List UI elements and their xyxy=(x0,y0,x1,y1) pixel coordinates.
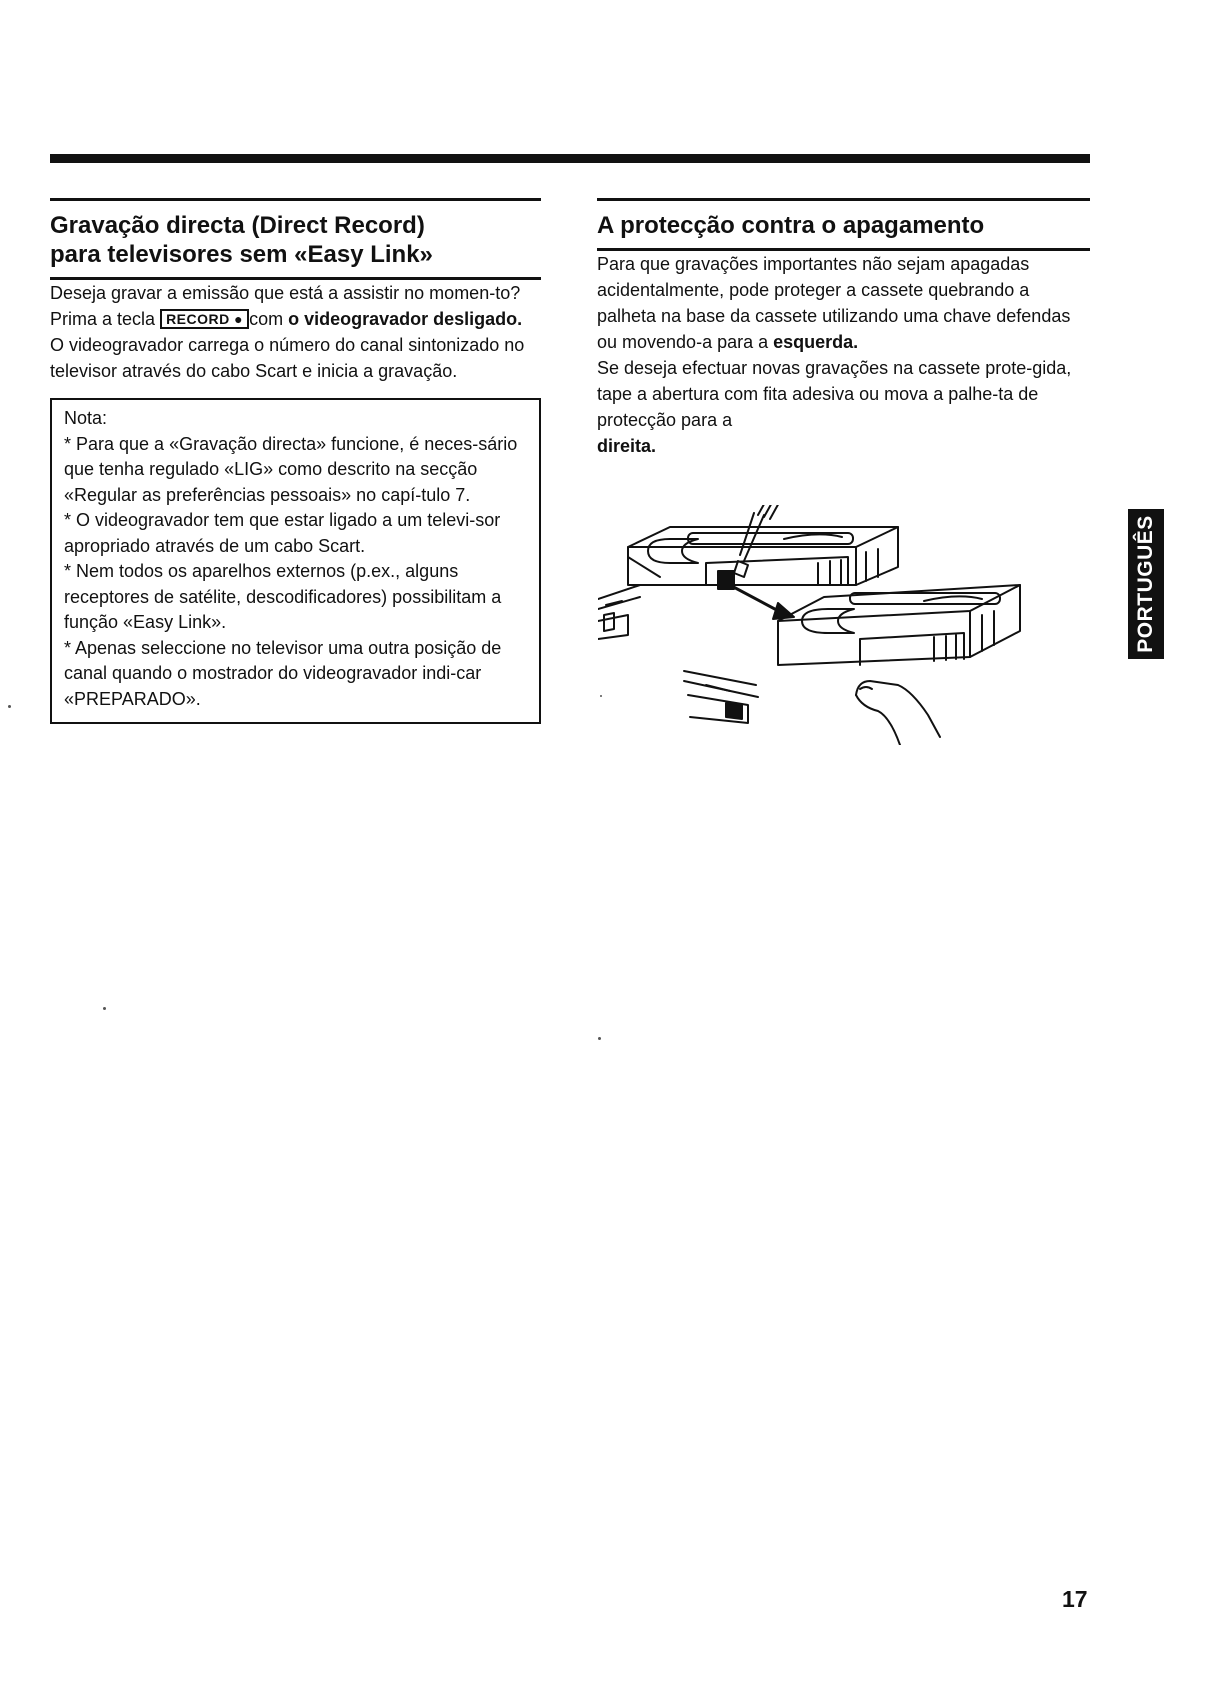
language-tab xyxy=(1128,509,1164,659)
intro-with-text: com xyxy=(249,309,284,329)
vcr-slot-left-icon xyxy=(598,585,640,639)
note-heading: Nota: xyxy=(64,408,108,428)
section-title-direct-record xyxy=(50,211,541,269)
top-rule xyxy=(50,154,1090,163)
lower-cassette-icon xyxy=(778,585,1020,665)
intro-bold-text: o videogravador desligado. xyxy=(288,309,523,329)
title-line-2: para televisores sem «Easy Link» xyxy=(50,241,433,268)
scan-speck xyxy=(103,1007,106,1010)
unprotect-text: Se deseja efectuar novas gravações na cassete prote-gida, tape a abertura com fita adesiva ou mova a palhe-ta de protecção para a xyxy=(597,358,1072,430)
vcr-slot-right-icon xyxy=(684,671,758,723)
note-item-4: * Apenas seleccione no televisor uma outra posição de canal quando o mostrador do videogravador indi-car «PREPARADO». xyxy=(64,637,502,709)
left-column xyxy=(50,198,541,724)
cassette-tab-illustration xyxy=(598,505,1078,745)
unprotect-bold-text: direita. xyxy=(597,436,657,456)
scan-speck xyxy=(598,1037,601,1040)
section-header-direct-record xyxy=(50,198,541,280)
paragraph-intro xyxy=(50,280,541,332)
paragraph-protect xyxy=(597,251,1090,355)
section-title-erase-protection: A protecção contra o apagamento xyxy=(597,212,985,239)
note-box xyxy=(50,398,541,724)
right-column xyxy=(597,198,1090,459)
language-tab-label: PORTUGUÊS xyxy=(1134,515,1157,653)
protect-text: Para que gravações importantes não sejam apagadas acidentalmente, pode proteger a cassete quebrando a palheta na base da cassete utilizando uma chave defendas ou movendo-a para a xyxy=(597,254,1071,352)
scan-speck xyxy=(600,695,602,697)
protect-bold-text: esquerda. xyxy=(773,332,859,352)
scan-speck xyxy=(8,705,11,708)
paragraph-unprotect xyxy=(597,355,1090,459)
screwdriver-icon xyxy=(734,505,780,577)
record-key-label: RECORD ● xyxy=(160,309,249,329)
note-item-2: * O videogravador tem que estar ligado a um televi-sor apropriado através de um cabo Scart. xyxy=(64,510,501,556)
title-line-1: Gravação directa (Direct Record) xyxy=(50,212,425,239)
upper-cassette-icon xyxy=(628,527,898,585)
paragraph-scart: O videogravador carrega o número do canal sintonizado no televisor através do cabo Scart e inicia a gravação. xyxy=(50,335,525,381)
section-header-erase-protection xyxy=(597,198,1090,251)
finger-icon xyxy=(856,681,940,745)
intro-text: Deseja gravar a emissão que está a assistir no momen-to? Prima a tecla xyxy=(50,283,521,329)
note-item-1: * Para que a «Gravação directa» funcione, é neces-sário que tenha regulado «LIG» como descrito na secção «Regular as preferências pessoais» no capí-tulo 7. xyxy=(64,433,518,505)
page-number: 17 xyxy=(1062,1586,1088,1612)
note-item-3: * Nem todos os aparelhos externos (p.ex., alguns receptores de satélite, descodificadores) possibilitam a função «Easy Link». xyxy=(64,561,502,632)
